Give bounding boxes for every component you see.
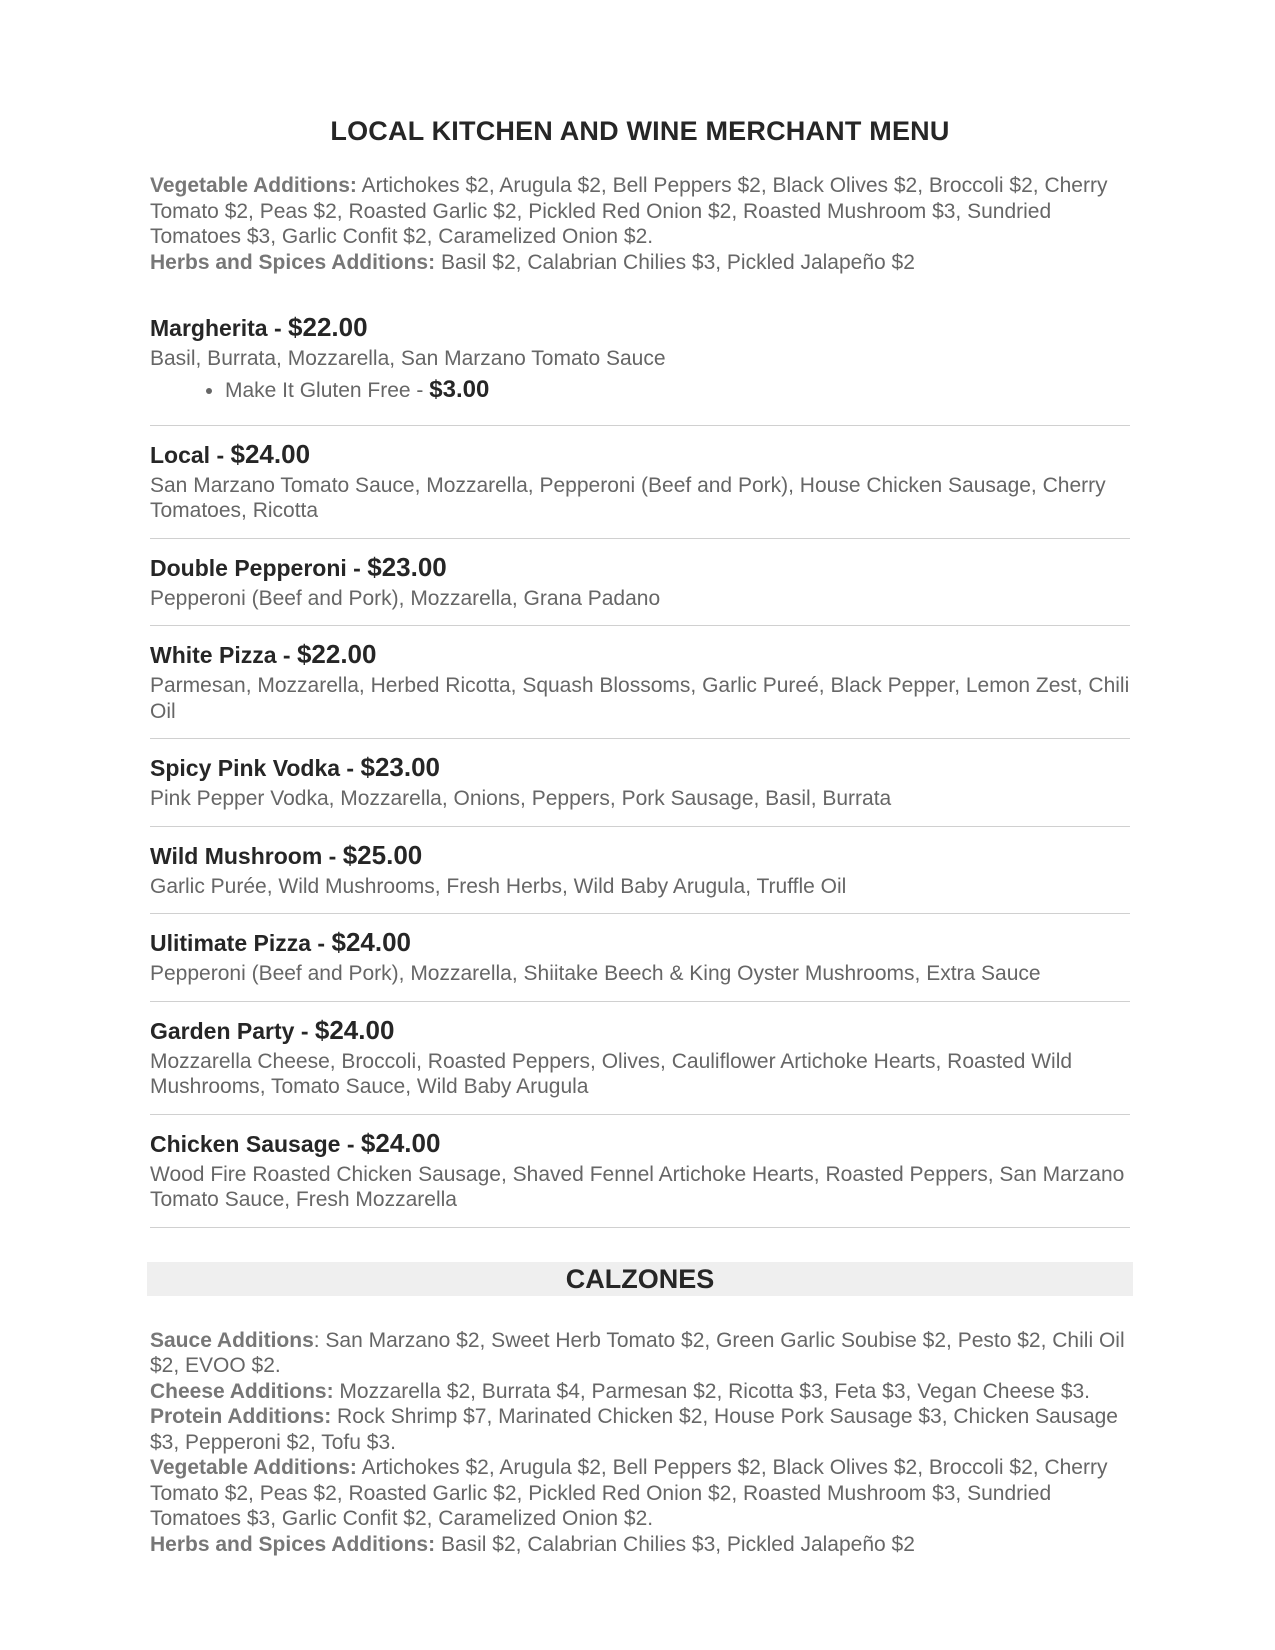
item-name: Local - [150,441,231,468]
item-price: $23.00 [367,551,447,582]
item-price: $22.00 [288,312,368,342]
item-description: Mozzarella Cheese, Broccoli, Roasted Peppers, Olives, Cauliflower Artichoke Hearts, Roasted Wild Mushrooms, Tomato Sauce, Wild Baby Arugula [150,1049,1073,1098]
item-price: $24.00 [314,1014,395,1045]
herbs-additions-label: Herbs and Spices Additions: [150,250,436,274]
item-heading [150,751,1130,784]
item-description: Pepperoni (Beef and Pork), Mozzarella, Grana Padano [150,586,661,610]
item-description: Wood Fire Roasted Chicken Sausage, Shaved Fennel Artichoke Hearts, Roasted Peppers, San Marzano Tomato Sauce, Fresh Mozzarella [150,1162,1125,1211]
cheese-additions-label: Cheese Additions: [150,1379,334,1403]
item-name: Ulitimate Pizza - [150,930,332,956]
sauce-additions [150,1328,1130,1379]
sauce-additions-text: : San Marzano $2, Sweet Herb Tomato $2, Green Garlic Soubise $2, Pesto $2, Chili Oil $2, EVOO $2. [150,1328,1125,1377]
item-heading [150,311,1130,344]
item-name: Garden Party - [150,1017,315,1044]
menu-title: LOCAL KITCHEN AND WINE MERCHANT MENU [330,116,950,146]
item-description: Parmesan, Mozzarella, Herbed Ricotta, Squash Blossoms, Garlic Pureé, Black Pepper, Lemon Zest, Chili Oil [150,674,1130,723]
menu-item-white-pizza [150,638,1130,739]
calzone-herbs-additions [150,1532,1130,1558]
option-price: $3.00 [429,375,490,403]
item-description: Pink Pepper Vodka, Mozzarella, Onions, Peppers, Pork Sausage, Basil, Burrata [150,787,892,810]
protein-additions-text: Rock Shrimp $7, Marinated Chicken $2, House Pork Sausage $3, Chicken Sausage $3, Pepperoni $2, Tofu $3. [150,1405,1118,1454]
item-price: $24.00 [360,1127,441,1158]
menu-content [150,116,1130,1557]
menu-item-ultimate-pizza [150,926,1130,1002]
menu-item-double-pepperoni [150,551,1130,627]
menu-item-spicy-pink-vodka [150,751,1130,827]
herbs-additions-text: Basil $2, Calabrian Chilies $3, Pickled Jalapeño $2 [435,1532,915,1556]
item-heading [150,926,1130,959]
menu-item-margherita [150,311,1130,426]
item-heading [150,839,1130,872]
item-name: Wild Mushroom - [150,842,343,869]
item-description: Basil, Burrata, Mozzarella, San Marzano Tomato Sauce [150,347,666,370]
item-heading [150,1127,1130,1160]
item-price: $23.00 [360,752,441,782]
protein-additions-label: Protein Additions: [150,1405,332,1428]
menu-item-local [150,438,1130,539]
vegetable-additions [150,173,1130,250]
item-heading [150,551,1130,584]
calzones-heading: CALZONES [147,1262,1133,1296]
item-price: $22.00 [296,639,377,669]
protein-additions [150,1404,1130,1455]
pizza-additions [150,173,1130,275]
item-name: Spicy Pink Vodka - [150,755,361,781]
herbs-additions [150,250,1130,276]
item-description: San Marzano Tomato Sauce, Mozzarella, Pepperoni (Beef and Pork), House Chicken Sausage, Cherry Tomatoes, Ricotta [150,473,1106,522]
item-options [150,376,1130,405]
item-name: Double Pepperoni - [150,554,368,581]
vegetable-additions-text: Artichokes $2, Arugula $2, Bell Peppers $2, Black Olives $2, Broccoli $2, Cherry Tomato $2, Peas $2, Roasted Garlic $2, Pickled Red Onion $2, Roasted Mushroom $3, Sundried Tomatoes $3, Garlic Confit $2, Caramelized Onion $2. [150,1456,1108,1530]
gluten-free-option [225,376,1130,405]
item-heading [150,638,1130,671]
vegetable-additions-label: Vegetable Additions: [150,1456,357,1479]
cheese-additions [150,1379,1130,1405]
sauce-additions-label: Sauce Additions [150,1328,314,1352]
item-price: $25.00 [342,839,423,870]
item-name: Chicken Sausage - [150,1130,361,1157]
item-heading [150,438,1130,471]
item-description: Pepperoni (Beef and Pork), Mozzarella, Shiitake Beech & King Oyster Mushrooms, Extra Sauce [150,962,1041,985]
herbs-additions-label: Herbs and Spices Additions: [150,1532,436,1556]
calzone-additions [150,1328,1130,1558]
item-name: Margherita - [150,315,289,341]
item-price: $24.00 [331,927,412,957]
vegetable-additions-text: Artichokes $2, Arugula $2, Bell Peppers $2, Black Olives $2, Broccoli $2, Cherry Tomato $2, Peas $2, Roasted Garlic $2, Pickled Red Onion $2, Roasted Mushroom $3, Sundried Tomatoes $3, Garlic Confit $2, Caramelized Onion $2. [150,174,1108,248]
vegetable-additions-label: Vegetable Additions: [150,174,357,197]
herbs-additions-text: Basil $2, Calabrian Chilies $3, Pickled Jalapeño $2 [435,250,915,274]
menu-item-wild-mushroom [150,839,1130,915]
option-label: Make It Gluten Free - [225,378,430,402]
item-description: Garlic Purée, Wild Mushrooms, Fresh Herbs, Wild Baby Arugula, Truffle Oil [150,874,847,898]
item-name: White Pizza - [150,642,297,668]
item-heading [150,1014,1130,1047]
item-price: $24.00 [230,438,311,469]
calzone-vegetable-additions [150,1455,1130,1532]
cheese-additions-text: Mozzarella $2, Burrata $4, Parmesan $2, Ricotta $3, Feta $3, Vegan Cheese $3. [333,1379,1091,1403]
menu-item-garden-party [150,1014,1130,1115]
menu-item-chicken-sausage [150,1127,1130,1228]
